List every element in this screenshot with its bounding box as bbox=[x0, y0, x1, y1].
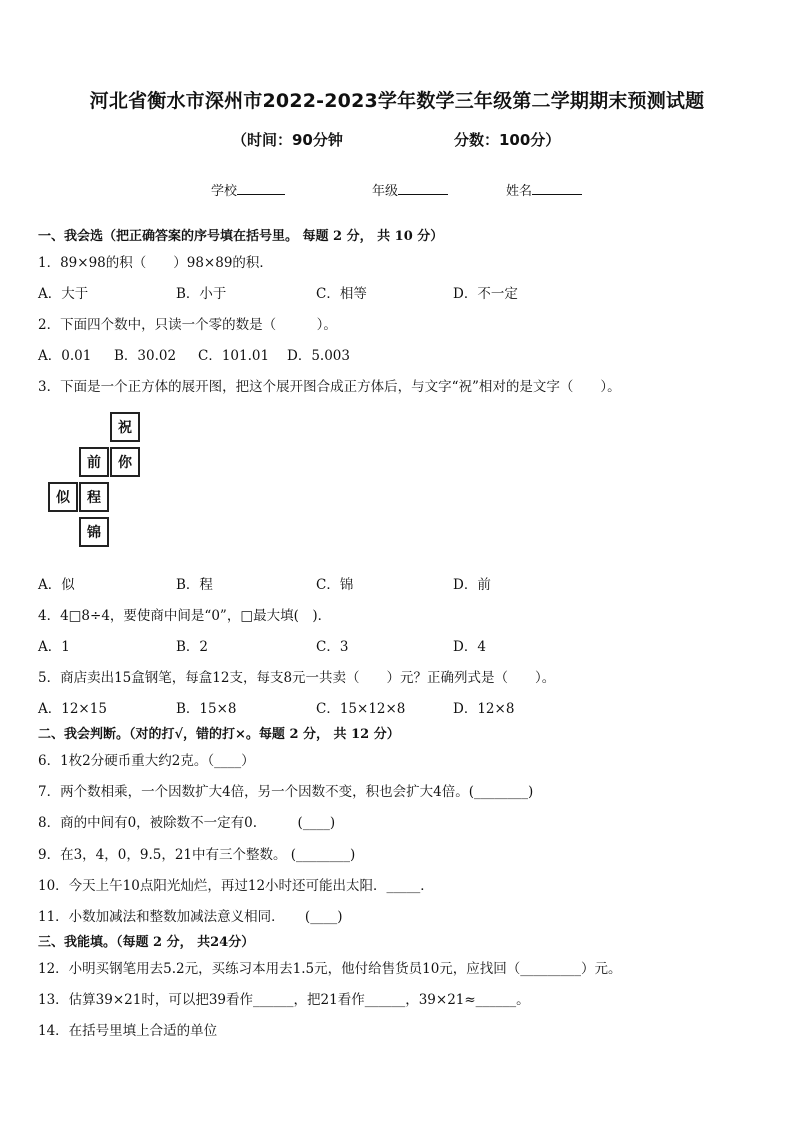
q1-option-c: C．相等 bbox=[316, 286, 367, 302]
section-3-heading: 三、我能填。（每题 2 分， 共24分） bbox=[38, 935, 255, 950]
q5-option-b: B．15×8 bbox=[176, 701, 237, 717]
question-13: 13．估算39×21时，可以把39看作______，把21看作______，39×21≈______。 bbox=[38, 992, 530, 1008]
question-8: 8．商的中间有0，被除数不一定有0. (____) bbox=[38, 815, 336, 831]
q5-option-d: D．12×8 bbox=[453, 701, 515, 717]
question-10: 10．今天上午10点阳光灿烂，再过12小时还可能出太阳．_____． bbox=[38, 878, 434, 894]
q2-option-b: B．30.02 bbox=[114, 348, 177, 364]
question-4: 4．4□8÷4，要使商中间是“0”，□最大填( )． bbox=[38, 608, 332, 624]
exam-score: 分数：100分） bbox=[454, 131, 561, 149]
question-12: 12．小明买钢笔用去5.2元，买练习本用去1.5元，他付给售货员10元，应找回（_________）元。 bbox=[38, 961, 622, 977]
q3-option-d: D．前 bbox=[453, 577, 491, 593]
section-2-heading: 二、我会判断。（对的打√，错的打×。每题 2 分， 共 12 分） bbox=[38, 727, 400, 742]
page-title: 河北省衡水市深州市2022-2023学年数学三年级第二学期期末预测试题 bbox=[89, 90, 705, 112]
q4-option-b: B．2 bbox=[176, 639, 209, 655]
net-cell-qian: 前 bbox=[79, 447, 109, 477]
name-field bbox=[506, 180, 582, 199]
question-5: 5．商店卖出15盒钢笔，每盒12支，每支8元一共卖（ ）元？正确列式是（ ）。 bbox=[38, 670, 556, 686]
question-2: 2．下面四个数中，只读一个零的数是（ ）。 bbox=[38, 317, 337, 333]
section-1-heading: 一、我会选（把正确答案的序号填在括号里。 每题 2 分， 共 10 分） bbox=[38, 229, 444, 244]
grade-label: 年级 bbox=[372, 184, 399, 199]
net-cell-cheng: 程 bbox=[79, 482, 109, 512]
net-cell-jin: 锦 bbox=[79, 517, 109, 547]
q4-option-a: A．1 bbox=[38, 639, 70, 655]
q3-option-c: C．锦 bbox=[316, 577, 354, 593]
q4-option-c: C．3 bbox=[316, 639, 349, 655]
grade-field bbox=[372, 180, 448, 199]
school-field bbox=[211, 180, 285, 199]
q4-option-d: D．4 bbox=[453, 639, 486, 655]
q5-option-a: A．12×15 bbox=[38, 701, 107, 717]
q3-option-b: B．程 bbox=[176, 577, 213, 593]
school-label: 学校 bbox=[211, 184, 238, 199]
net-cell-ni: 你 bbox=[110, 447, 140, 477]
q1-option-d: D．不一定 bbox=[453, 286, 518, 302]
net-cell-si: 似 bbox=[48, 482, 78, 512]
name-label: 姓名 bbox=[506, 184, 533, 199]
question-7: 7．两个数相乘，一个因数扩大4倍，另一个因数不变，积也会扩大4倍。(________) bbox=[38, 784, 534, 800]
exam-time: （时间：90分钟 bbox=[232, 131, 343, 149]
question-9: 9．在3，4，0，9.5，21中有三个整数。 (________) bbox=[38, 847, 356, 863]
question-1: 1．89×98的积（ ）98×89的积． bbox=[38, 255, 273, 271]
question-14: 14．在括号里填上合适的单位 bbox=[38, 1023, 218, 1039]
q5-option-c: C．15×12×8 bbox=[316, 701, 406, 717]
q1-option-a: A．大于 bbox=[38, 286, 89, 302]
q2-option-d: D．5.003 bbox=[287, 348, 350, 364]
q3-option-a: A．似 bbox=[38, 577, 75, 593]
question-11: 11．小数加减法和整数加减法意义相同． (____) bbox=[38, 909, 343, 925]
school-blank bbox=[237, 181, 285, 195]
grade-blank bbox=[398, 181, 448, 195]
question-3: 3．下面是一个正方体的展开图，把这个展开图合成正方体后，与文字“祝”相对的是文字（ ）。 bbox=[38, 379, 621, 395]
net-cell-zhu: 祝 bbox=[110, 412, 140, 442]
question-6: 6．1枚2分硬币重大约2克。（____） bbox=[38, 753, 255, 769]
q1-option-b: B．小于 bbox=[176, 286, 227, 302]
cube-net-diagram bbox=[46, 412, 146, 552]
name-blank bbox=[532, 181, 582, 195]
q2-option-a: A．0.01 bbox=[38, 348, 92, 364]
q2-option-c: C．101.01 bbox=[198, 348, 270, 364]
